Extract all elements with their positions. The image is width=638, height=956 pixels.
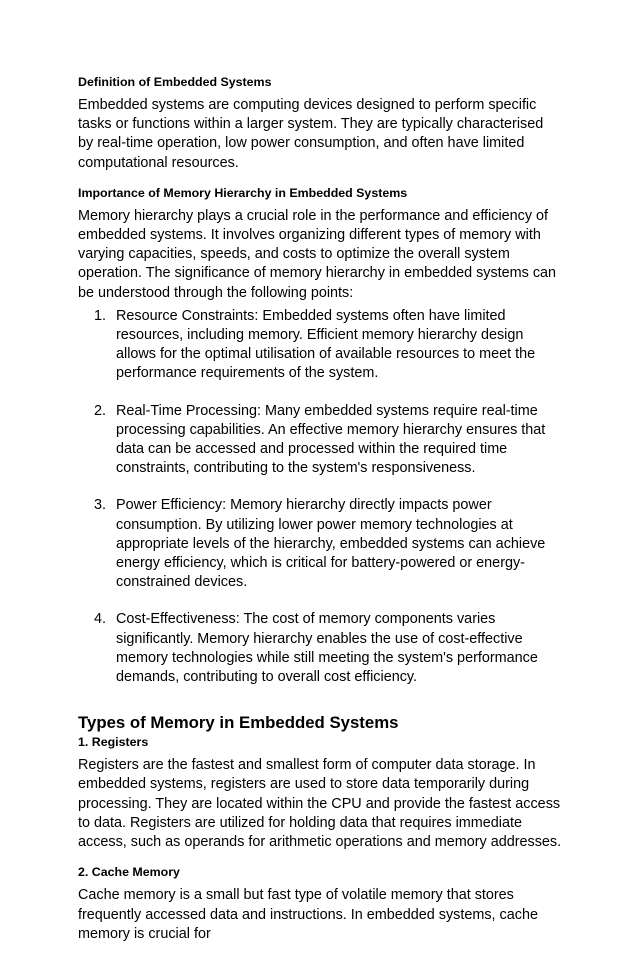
list-item-number: 1. (94, 307, 107, 324)
list-item (78, 402, 562, 479)
document-page (78, 74, 562, 956)
list-item-number: 3. (94, 497, 107, 514)
registers-heading: 1. Registers (78, 735, 149, 750)
list-item-text: Real-Time Processing: Many embedded systems require real-time processing capabilities. An effective memory hierarchy ensures that data can be accessed and processed within the required time constraints, contributing to the system's responsiveness. (116, 402, 546, 477)
list-item (78, 610, 562, 687)
list-item-text: Power Efficiency: Memory hierarchy directly impacts power consumption. By utilizing lower power memory technologies at appropriate levels of the hierarchy, embedded systems can achieve energy efficiency, which is critical for battery-powered or energy-constrained devices. (116, 497, 546, 591)
registers-paragraph: Registers are the fastest and smallest form of computer data storage. In embedded systems, registers are used to store data temporarily during processing. They are located within the CPU and provide the fastest access to data. Registers are utilized for holding data that requires immediate access, such as operands for arithmetic operations and memory addresses. (78, 757, 562, 851)
cache-heading: 2. Cache Memory (78, 865, 180, 880)
list-item-text: Resource Constraints: Embedded systems often have limited resources, including memory. Efficient memory hierarchy design allows for the optimal utilisation of available resources to meet the performance requirements of the system. (116, 307, 536, 382)
list-item (78, 496, 562, 592)
list-item-number: 4. (94, 611, 107, 628)
definition-paragraph: Embedded systems are computing devices designed to perform specific tasks or functions within a larger system. They are typically characterised by real-time operation, low power consumption, and often have limited computational resources. (78, 97, 544, 171)
cache-paragraph: Cache memory is a small but fast type of volatile memory that stores frequently accessed data and instructions. In embedded systems, cache memory is crucial for (78, 887, 538, 942)
list-item-text: Cost-Effectiveness: The cost of memory components varies significantly. Memory hierarchy enables the use of cost-effective memory technologies while still meeting the system's performance demands, contributing to overall cost efficiency. (116, 611, 538, 686)
types-heading: Types of Memory in Embedded Systems (78, 713, 399, 733)
list-item-number: 2. (94, 402, 107, 419)
importance-heading: Importance of Memory Hierarchy in Embedded Systems (78, 185, 408, 200)
importance-points-list (78, 307, 562, 687)
importance-paragraph: Memory hierarchy plays a crucial role in the performance and efficiency of embedded systems. It involves organizing different types of memory with varying capacities, speeds, and costs to optimize the overall system operation. The significance of memory hierarchy in embedded systems can be understood through the following points: (78, 207, 557, 301)
list-item (78, 307, 562, 384)
definition-heading: Definition of Embedded Systems (78, 75, 272, 89)
